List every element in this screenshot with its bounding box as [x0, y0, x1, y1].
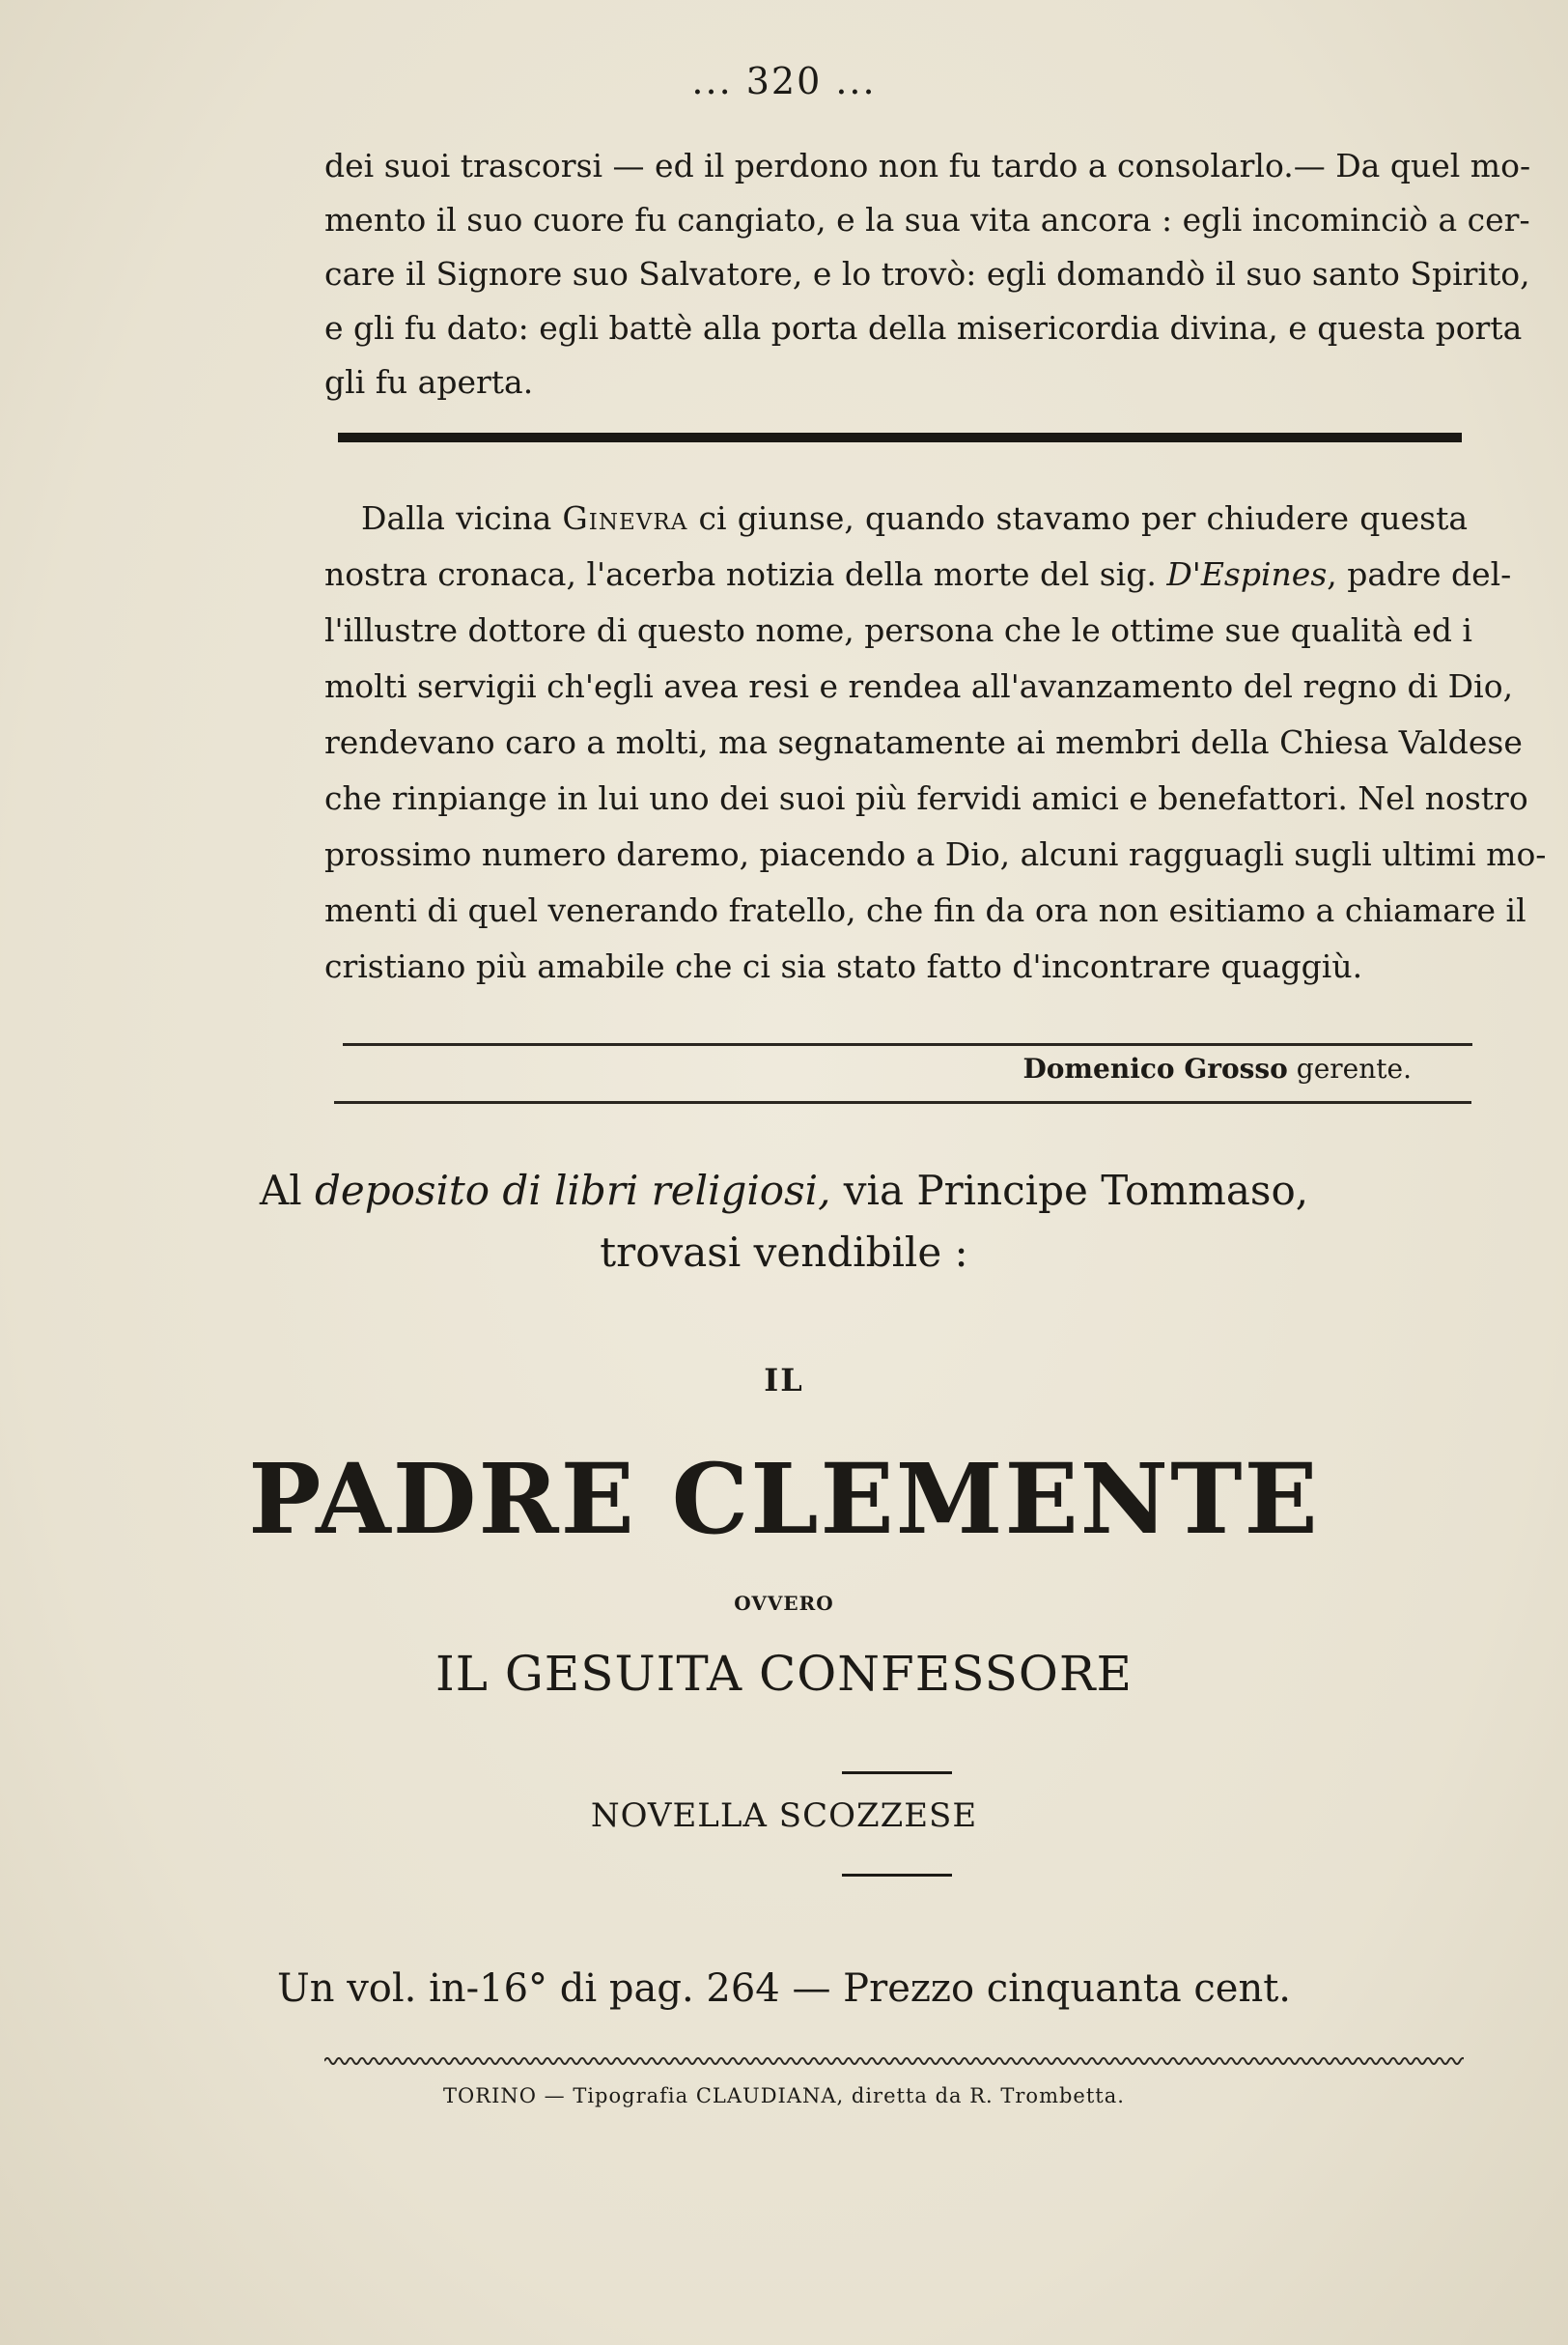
person-name: D'Espines — [1166, 555, 1328, 593]
short-divider — [842, 1874, 952, 1877]
text-line: gli fu aperta. — [324, 363, 534, 401]
signature-role: gerente. — [1296, 1053, 1412, 1085]
paragraph-obituary — [324, 491, 1547, 995]
text-line: care il Signore suo Salvatore, e lo trovò: egli domandò il suo santo Spirito, — [324, 255, 1530, 293]
book-genre: NOVELLA SCOZZESE — [590, 1796, 978, 1835]
book-title: PADRE CLEMENTE — [248, 1442, 1320, 1556]
text-fragment: , padre del- — [1327, 555, 1512, 593]
signature-name: Domenico Grosso — [1022, 1053, 1288, 1085]
book-price: Un vol. in-16° di pag. 264 — Prezzo cinquanta cent. — [277, 1966, 1291, 2011]
text-line: molti servigii ch'egli avea resi e rendea all'avanzamento del regno di Dio, — [324, 667, 1514, 705]
book-title-article: IL — [764, 1362, 804, 1399]
text-fragment: ci giunse, quando stavamo per chiudere questa — [698, 499, 1468, 537]
text-line: e gli fu dato: egli battè alla porta della misericordia divina, e questa porta — [324, 309, 1523, 347]
advert-intro-line2: trovasi vendibile : — [600, 1229, 968, 1276]
advert-intro — [0, 1167, 1568, 1214]
wavy-rule — [324, 2053, 1464, 2069]
book-title-connector: OVVERO — [734, 1592, 834, 1615]
text-fragment: nostra cronaca, l'acerba notizia della morte del sig. — [324, 555, 1157, 593]
text-line: mento il suo cuore fu cangiato, e la sua vita ancora : egli incominciò a cer- — [324, 201, 1530, 239]
text-line — [324, 547, 1512, 603]
text-line: dei suoi trascorsi — ed il perdono non fu tardo a consolarlo.— Da quel mo- — [324, 147, 1531, 184]
text-line: rendevano caro a molti, ma segnatamente ai membri della Chiesa Valdese — [324, 723, 1523, 761]
shop-name: deposito di libri religiosi, — [314, 1167, 831, 1214]
text-fragment: via Principe Tommaso, — [843, 1167, 1309, 1214]
printer-imprint: TORINO — Tipografia CLAUDIANA, diretta da R. Trombetta. — [443, 2084, 1125, 2107]
text-line: prossimo numero daremo, piacendo a Dio, alcuni ragguagli sugli ultimi mo- — [324, 835, 1547, 873]
signature — [1022, 1053, 1412, 1085]
text-fragment: Al — [259, 1167, 302, 1214]
city-name: Ginevra — [562, 499, 688, 537]
text-line: che rinpiange in lui uno dei suoi più fervidi amici e benefattori. Nel nostro — [324, 779, 1528, 817]
page-number: ... 320 ... — [691, 60, 877, 102]
text-line: cristiano più amabile che ci sia stato fatto d'incontrare quaggiù. — [324, 947, 1363, 985]
text-line — [324, 491, 1468, 547]
short-divider — [842, 1771, 952, 1774]
section-divider — [338, 433, 1462, 442]
book-subtitle: IL GESUITA CONFESSORE — [434, 1646, 1133, 1702]
text-fragment: Dalla vicina — [361, 499, 552, 537]
paragraph-conversion — [324, 139, 1531, 410]
divider-rule — [343, 1043, 1472, 1046]
divider-rule — [334, 1101, 1471, 1104]
text-line: l'illustre dottore di questo nome, persona che le ottime sue qualità ed i — [324, 611, 1472, 649]
text-line: menti di quel venerando fratello, che fin da ora non esitiamo a chiamare il — [324, 891, 1526, 929]
